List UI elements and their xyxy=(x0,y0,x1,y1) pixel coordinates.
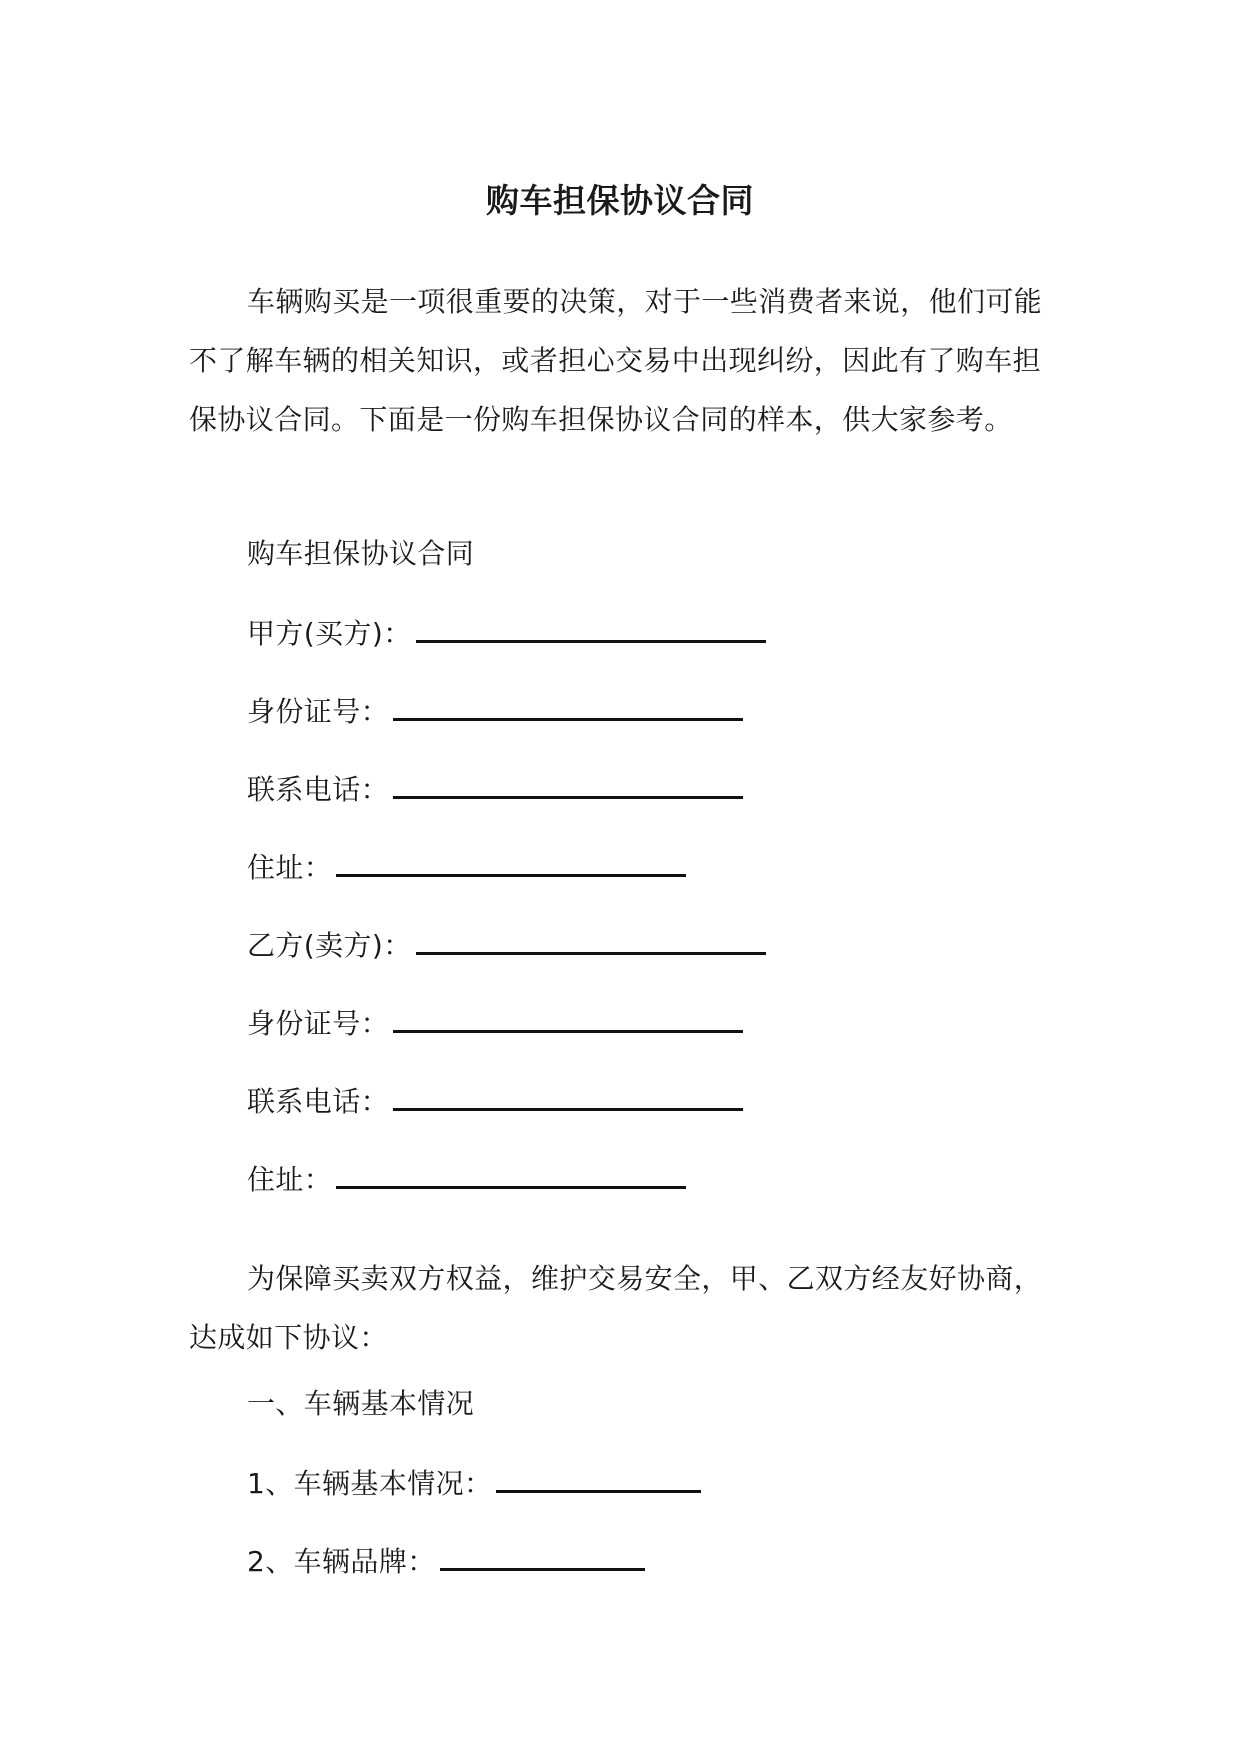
party-b-address-row xyxy=(247,1158,686,1200)
party-a-address-blank[interactable] xyxy=(336,846,686,877)
section1-item2-label: 2、车辆品牌： xyxy=(247,1545,436,1578)
intro-paragraph: 车辆购买是一项很重要的决策，对于一些消费者来说，他们可能不了解车辆的相关知识，或者担心交易中出现纠纷，因此有了购车担保协议合同。下面是一份购车担保协议合同的样本，供大家参考。 xyxy=(189,285,1043,436)
party-a-id-label: 身份证号： xyxy=(247,695,390,728)
party-a-phone-row xyxy=(247,768,743,810)
party-b-id-label: 身份证号： xyxy=(247,1007,390,1040)
section1-item1-blank[interactable] xyxy=(496,1462,701,1493)
party-a-id-blank[interactable] xyxy=(393,690,743,721)
party-b-address-label: 住址： xyxy=(247,1163,333,1196)
party-b-name-label: 乙方(卖方)： xyxy=(247,929,412,962)
section1-item2-row xyxy=(247,1540,645,1582)
party-b-name-blank[interactable] xyxy=(416,924,766,955)
party-b-name-row xyxy=(247,924,766,966)
party-a-phone-blank[interactable] xyxy=(393,768,743,799)
party-b-phone-blank[interactable] xyxy=(393,1080,743,1111)
party-b-id-row xyxy=(247,1002,743,1044)
contract-subtitle: 购车担保协议合同 xyxy=(247,537,475,570)
section1-item1-label: 1、车辆基本情况： xyxy=(247,1467,493,1500)
party-a-name-row xyxy=(247,612,766,654)
party-a-address-row xyxy=(247,846,686,888)
party-b-phone-row xyxy=(247,1080,743,1122)
party-a-name-blank[interactable] xyxy=(416,612,766,643)
section1-heading: 一、车辆基本情况 xyxy=(247,1387,475,1420)
document-title: 购车担保协议合同 xyxy=(486,181,754,220)
party-b-phone-label: 联系电话： xyxy=(247,1085,390,1118)
party-b-address-blank[interactable] xyxy=(336,1158,686,1189)
party-a-address-label: 住址： xyxy=(247,851,333,884)
party-b-id-blank[interactable] xyxy=(393,1002,743,1033)
agreement-paragraph: 为保障买卖双方权益，维护交易安全，甲、乙双方经友好协商，达成如下协议： xyxy=(189,1262,1043,1354)
party-a-name-label: 甲方(买方)： xyxy=(247,617,412,650)
section1-item2-blank[interactable] xyxy=(440,1540,645,1571)
party-a-phone-label: 联系电话： xyxy=(247,773,390,806)
party-a-id-row xyxy=(247,690,743,732)
section1-item1-row xyxy=(247,1462,701,1504)
